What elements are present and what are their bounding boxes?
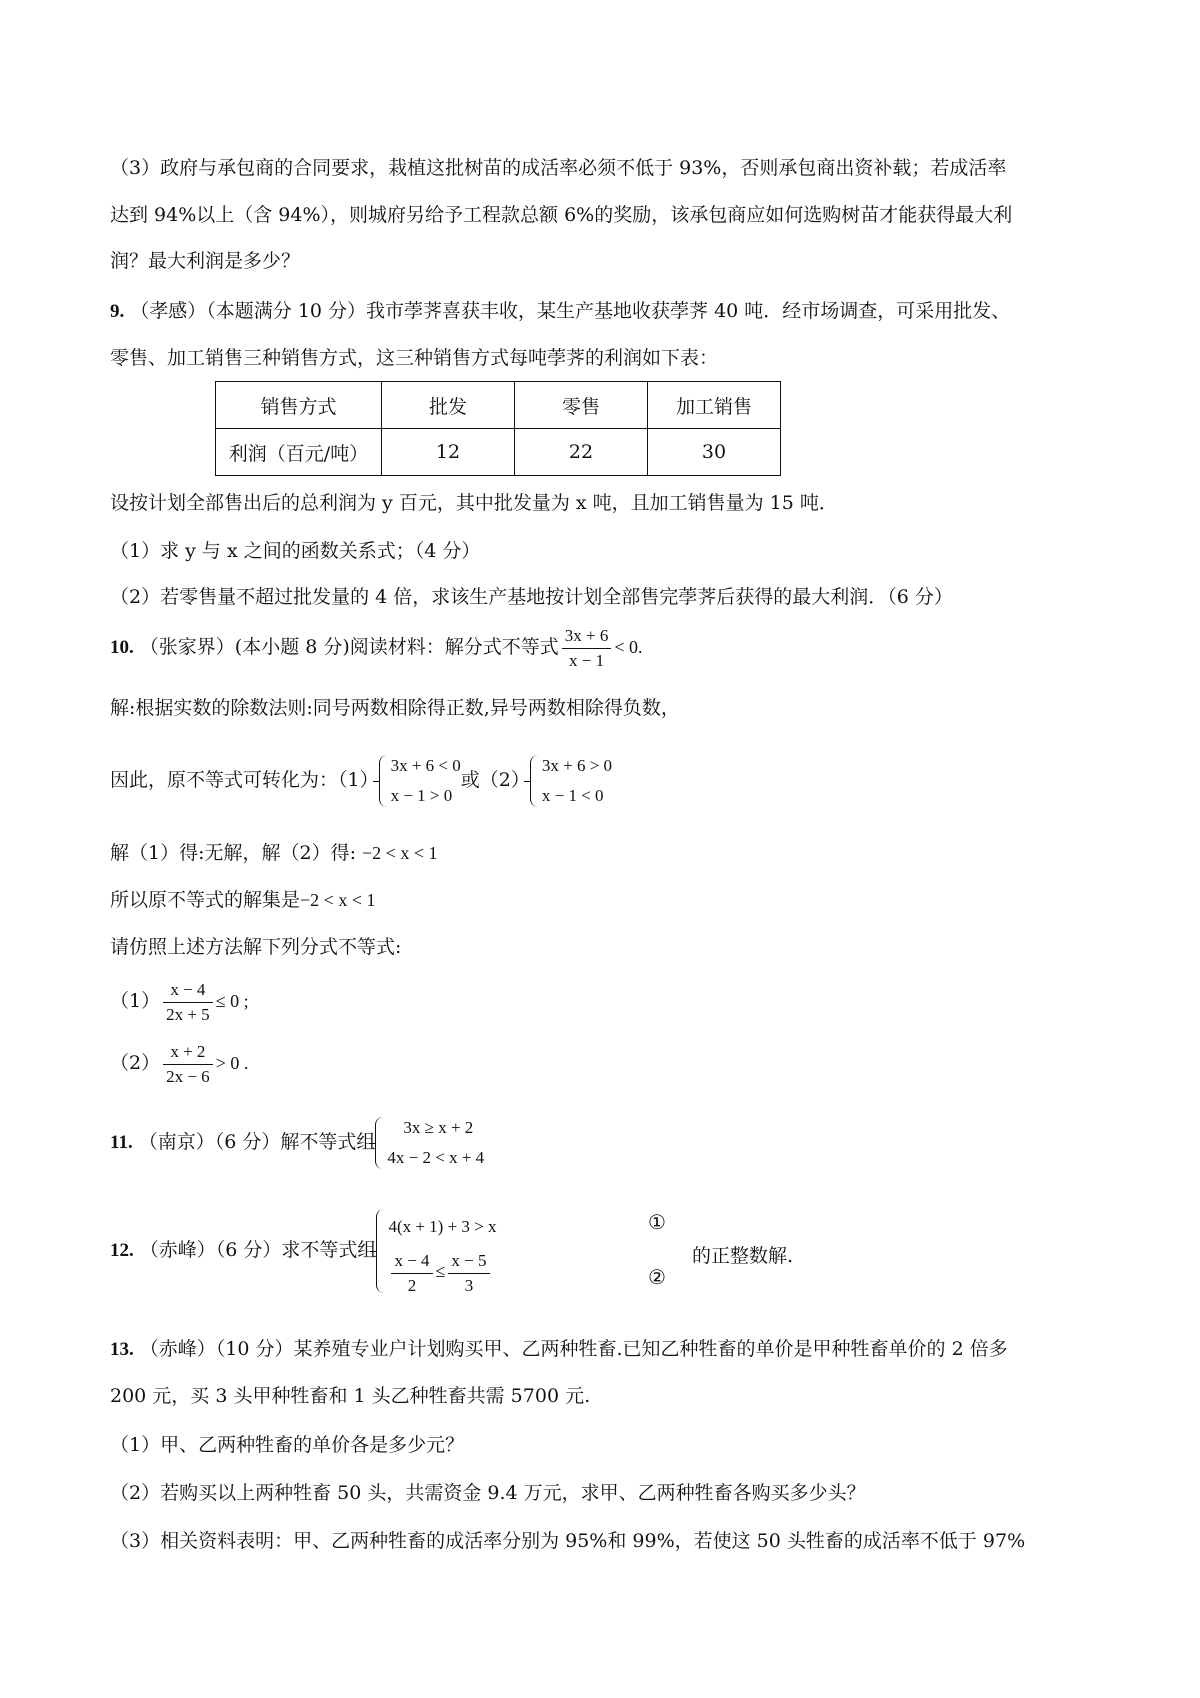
fraction-numerator: x + 2 xyxy=(163,1041,213,1065)
table-header-cell: 零售 xyxy=(515,382,648,429)
profit-table xyxy=(215,381,781,476)
q11-number: 11. xyxy=(110,1132,133,1153)
q9-line3: 设按计划全部售出后的总利润为 y 百元，其中批发量为 x 吨，且加工销售量为 15 吨． xyxy=(110,492,838,514)
q10-number: 10. xyxy=(110,637,134,658)
q10-fraction xyxy=(562,625,612,672)
fraction-denominator: 2x − 6 xyxy=(166,1066,210,1086)
system-equation: x − 1 > 0 xyxy=(390,786,453,805)
q11-line xyxy=(110,1110,484,1175)
q13-line1 xyxy=(110,1336,1008,1363)
table-cell: 30 xyxy=(648,429,781,476)
q10-system2 xyxy=(530,751,612,811)
q9-number: 9. xyxy=(110,301,125,322)
q8-part3-line2: 达到 94%以上（含 94%），则城府另给予工程款总额 6%的奖励，该承包商应如何选购树苗才能获得最大利 xyxy=(110,204,1013,226)
q12-system xyxy=(376,1205,618,1297)
q10-p1-fraction xyxy=(163,979,213,1026)
fraction-right xyxy=(448,1250,489,1297)
q12-number: 12. xyxy=(110,1240,134,1261)
q8-part3-line1: （3）政府与承包商的合同要求，栽植这批树苗的成活率必须不低于 93%，否则承包商出资补载；若成活率 xyxy=(110,157,1007,179)
table-row xyxy=(216,429,781,476)
q9-line1 xyxy=(110,298,1010,325)
fraction-denominator: 2 xyxy=(407,1275,417,1295)
q10-solution-line3 xyxy=(110,887,375,913)
fraction-numerator: x − 4 xyxy=(391,1250,432,1274)
q13-text1: （赤峰）（10 分）某养殖专业户计划购买甲、乙两种牲畜.已知乙种牲畜的单价是甲种牲畜单价的 2 倍多 xyxy=(139,1338,1008,1360)
table-header-cell: 销售方式 xyxy=(216,382,382,429)
q9-line2: 零售、加工销售三种销售方式，这三种销售方式每吨荸荠的利润如下表： xyxy=(110,347,719,369)
q10-system1 xyxy=(379,751,461,811)
table-cell: 22 xyxy=(515,429,648,476)
q11-text: （南京）（6 分）解不等式组 xyxy=(138,1131,376,1153)
system-equation: 3x ≥ x + 2 xyxy=(403,1118,474,1137)
q10-p2-fraction xyxy=(163,1041,213,1088)
q13-part2: （2）若购买以上两种牲畜 50 头，共需资金 9.4 万元，求甲、乙两种牲畜各购买多少头？ xyxy=(110,1482,866,1504)
fraction-numerator: x − 5 xyxy=(448,1250,489,1274)
q10-or-text: 或（2） xyxy=(460,769,530,791)
q10-problem1 xyxy=(110,976,249,1026)
system-equation: 3x + 6 > 0 xyxy=(541,756,613,775)
system-equation: x − 1 < 0 xyxy=(541,786,604,805)
q10-transform-prefix: 因此，原不等式可转化为：（1） xyxy=(110,769,379,791)
system-equation: 4(x + 1) + 3 > x xyxy=(388,1217,497,1237)
q10-p2-label: （2） xyxy=(110,1052,161,1074)
q12-tail: 的正整数解. xyxy=(692,1245,794,1267)
fraction-numerator: x − 4 xyxy=(163,979,213,1003)
q10-solution-line2 xyxy=(110,840,438,866)
q10-intro-line xyxy=(110,624,643,672)
q10-transform-line xyxy=(110,748,612,812)
q10-sol2-math: −2 < x < 1 xyxy=(362,843,438,863)
q10-problem2 xyxy=(110,1038,248,1088)
circled-one-marker: ① xyxy=(648,1210,666,1234)
system-equation-fractions xyxy=(388,1249,618,1297)
circled-two-marker: ② xyxy=(648,1265,666,1289)
fraction-denominator: 2x + 5 xyxy=(166,1004,210,1024)
table-header-row xyxy=(216,382,781,429)
fraction-numerator: 3x + 6 xyxy=(562,625,612,649)
q13-part1: （1）甲、乙两种牲畜的单价各是多少元？ xyxy=(110,1434,465,1456)
q10-intro: （张家界）(本小题 8 分)阅读材料：解分式不等式 xyxy=(139,636,559,658)
table-cell: 12 xyxy=(382,429,515,476)
system-equation: 4x − 2 < x + 4 xyxy=(387,1148,485,1167)
q10-solution-line1: 解:根据实数的除数法则:同号两数相除得正数,异号两数相除得负数， xyxy=(110,697,680,719)
system-equation: 3x + 6 < 0 xyxy=(390,756,461,775)
q13-number: 13. xyxy=(110,1339,134,1360)
q10-sol3-text: 所以原不等式的解集是 xyxy=(110,889,301,911)
q12-line xyxy=(110,1200,618,1301)
inequality-operator: ≤ xyxy=(435,1261,446,1282)
q12-text: （赤峰）（6 分）求不等式组 xyxy=(139,1239,377,1261)
fraction-denominator: x − 1 xyxy=(569,650,605,670)
q10-sol3-math: −2 < x < 1 xyxy=(300,890,376,910)
q10-fraction-tail: < 0. xyxy=(614,637,643,657)
q13-part3: （3）相关资料表明：甲、乙两种牲畜的成活率分别为 95%和 99%，若使这 50 头牲畜的成活率不低于 97% xyxy=(110,1530,1026,1552)
q9-text1: （孝感）（本题满分 10 分）我市荸荠喜获丰收，某生产基地收获荸荠 40 吨．经市场调查，可采用批发、 xyxy=(130,300,1011,322)
table-header-cell: 批发 xyxy=(382,382,515,429)
fraction-denominator: 3 xyxy=(464,1275,474,1295)
q10-p1-tail: ≤ 0 ; xyxy=(215,991,249,1011)
q11-system xyxy=(375,1113,484,1173)
q9-part2: （2）若零售量不超过批发量的 4 倍，求该生产基地按计划全部售完荸荠后获得的最大利润．（6 分） xyxy=(110,586,953,608)
fraction-left xyxy=(391,1250,432,1297)
table-row-label: 利润（百元/吨） xyxy=(216,429,382,476)
q8-part3-line3: 润？最大利润是多少？ xyxy=(110,250,301,272)
q10-instruction: 请仿照上述方法解下列分式不等式: xyxy=(110,936,402,958)
table-header-cell: 加工销售 xyxy=(648,382,781,429)
q13-line2: 200 元，买 3 头甲种牲畜和 1 头乙种牲畜共需 5700 元. xyxy=(110,1385,591,1407)
q10-sol2-text: 解（1）得:无解，解（2）得: xyxy=(110,842,356,864)
q9-part1: （1）求 y 与 x 之间的函数关系式；（4 分） xyxy=(110,540,481,562)
q10-p1-label: （1） xyxy=(110,990,161,1012)
q10-p2-tail: > 0 . xyxy=(215,1053,249,1073)
